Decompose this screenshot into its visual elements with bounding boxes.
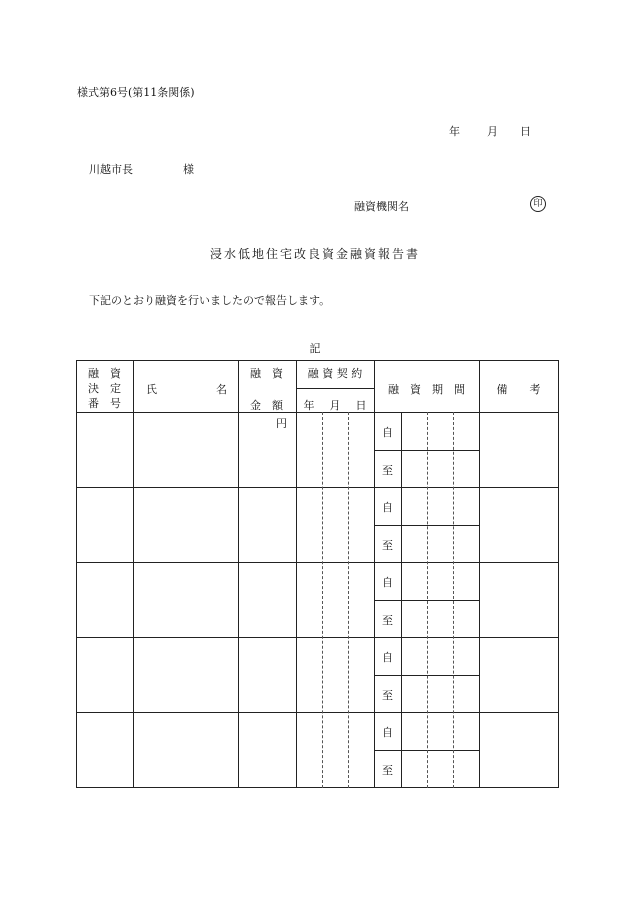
header-decision-no-2: 決 定: [88, 382, 121, 395]
period-date-dashed-line: [427, 412, 428, 788]
period-from-label: 自: [382, 576, 393, 589]
lender-label: 融資機関名: [354, 200, 409, 213]
addressee-honorific: 様: [183, 163, 194, 176]
period-to-label: 至: [382, 688, 393, 702]
ki-label: 記: [309, 342, 321, 355]
intro-text: 下記のとおり融資を行いましたので報告します。: [89, 294, 331, 307]
period-to-label: 至: [382, 463, 393, 477]
header-contract: 融 資 契 約: [307, 367, 363, 380]
table-column-line: [479, 360, 480, 788]
yen-unit: 円: [276, 417, 287, 430]
header-decision-no-3: 番 号: [88, 397, 121, 410]
header-period: 融 資 期 間: [388, 383, 465, 396]
header-name-1: 氏: [146, 383, 157, 396]
table-column-line: [238, 360, 239, 788]
table-row-line: [76, 562, 558, 563]
table-column-line: [558, 360, 559, 788]
table-column-line: [133, 360, 134, 788]
table-column-line: [76, 360, 77, 788]
header-remarks: 備 考: [496, 383, 541, 396]
date-day-label: 日: [520, 125, 531, 138]
date-month-label: 月: [487, 125, 498, 138]
period-to-label: 至: [382, 613, 393, 627]
table-border-top: [76, 360, 558, 361]
header-decision-no-1: 融 資: [88, 367, 121, 380]
header-contract-month: 月: [329, 399, 341, 412]
form-number: 様式第6号(第11条関係): [77, 86, 195, 99]
seal-icon: 印: [530, 196, 546, 212]
period-date-dashed-line: [453, 412, 454, 788]
table-row-line: [76, 787, 558, 788]
period-to-label: 至: [382, 538, 393, 552]
header-contract-day: 日: [355, 399, 367, 412]
contract-date-dashed-line: [322, 412, 323, 788]
contract-date-dashed-line: [348, 412, 349, 788]
table-row-line: [76, 637, 558, 638]
header-amount-2: 金 額: [250, 399, 283, 412]
period-to-label: 至: [382, 763, 393, 777]
table-row-line: [76, 712, 558, 713]
header-contract-year: 年: [303, 399, 315, 412]
header-name-2: 名: [216, 383, 227, 396]
header-amount-1: 融 資: [250, 367, 283, 380]
date-year-label: 年: [449, 125, 460, 138]
period-from-label: 自: [382, 501, 393, 514]
period-label-divider: [401, 412, 402, 788]
addressee: 川越市長: [89, 163, 133, 176]
table-row-line: [76, 487, 558, 488]
document-title: 浸水低地住宅改良資金融資報告書: [209, 247, 420, 261]
contract-subheader-line: [296, 388, 374, 389]
period-from-label: 自: [382, 726, 393, 739]
period-from-label: 自: [382, 426, 393, 439]
period-from-label: 自: [382, 651, 393, 664]
table-column-line: [296, 360, 297, 788]
table-header-bottom: [76, 412, 558, 413]
